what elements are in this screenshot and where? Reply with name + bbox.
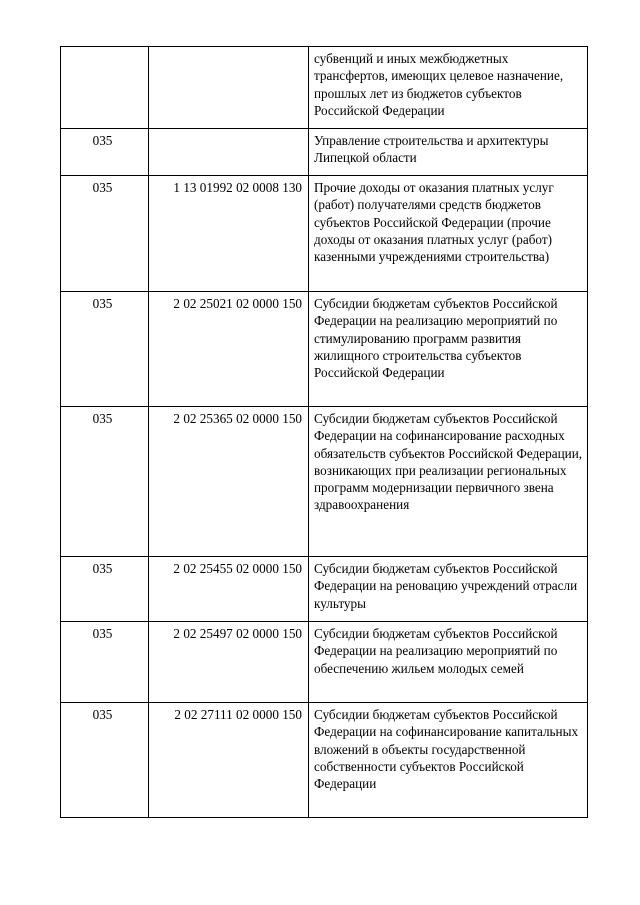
admin-code-cell	[61, 47, 149, 129]
admin-code-cell: 035	[61, 622, 149, 703]
kbk-code-cell	[149, 47, 309, 129]
table-row	[61, 47, 588, 129]
description-cell: Субсидии бюджетам субъектов Российской Федерации на реновацию учреждений отрасли культуры	[309, 557, 588, 622]
kbk-code-cell: 2 02 25455 02 0000 150	[149, 557, 309, 622]
description-cell: Субсидии бюджетам субъектов Российской Федерации на софинансирование капитальных вложений в объекты государственной собственности субъектов Российской Федерации	[309, 703, 588, 818]
kbk-code-cell: 2 02 25365 02 0000 150	[149, 407, 309, 557]
description-cell: Прочие доходы от оказания платных услуг (работ) получателями средств бюджетов субъектов Российской Федерации (прочие доходы от оказания платных услуг (работ) казенными учреждениями строительства)	[309, 176, 588, 292]
table-row	[61, 703, 588, 818]
admin-code-cell: 035	[61, 129, 149, 176]
table-row	[61, 622, 588, 703]
description-cell: Субсидии бюджетам субъектов Российской Федерации на реализацию мероприятий по обеспечению жильем молодых семей	[309, 622, 588, 703]
description-cell: Управление строительства и архитектуры Липецкой области	[309, 129, 588, 176]
table-row	[61, 129, 588, 176]
admin-code-cell: 035	[61, 407, 149, 557]
revenue-codes-table	[60, 46, 588, 818]
kbk-code-cell: 2 02 27111 02 0000 150	[149, 703, 309, 818]
kbk-code-cell	[149, 129, 309, 176]
admin-code-cell: 035	[61, 292, 149, 407]
admin-code-cell: 035	[61, 703, 149, 818]
kbk-code-cell: 2 02 25497 02 0000 150	[149, 622, 309, 703]
admin-code-cell: 035	[61, 176, 149, 292]
description-cell: Субсидии бюджетам субъектов Российской Федерации на реализацию мероприятий по стимулированию программ развития жилищного строительства субъектов Российской Федерации	[309, 292, 588, 407]
table-row	[61, 557, 588, 622]
table-row	[61, 176, 588, 292]
table-row	[61, 407, 588, 557]
description-cell: субвенций и иных межбюджетных трансфертов, имеющих целевое назначение, прошлых лет из бюджетов субъектов Российской Федерации	[309, 47, 588, 129]
kbk-code-cell: 2 02 25021 02 0000 150	[149, 292, 309, 407]
description-cell: Субсидии бюджетам субъектов Российской Федерации на софинансирование расходных обязательств субъектов Российской Федерации, возникающих при реализации региональных программ модернизации первичного звена здравоохранения	[309, 407, 588, 557]
admin-code-cell: 035	[61, 557, 149, 622]
table-row	[61, 292, 588, 407]
kbk-code-cell: 1 13 01992 02 0008 130	[149, 176, 309, 292]
